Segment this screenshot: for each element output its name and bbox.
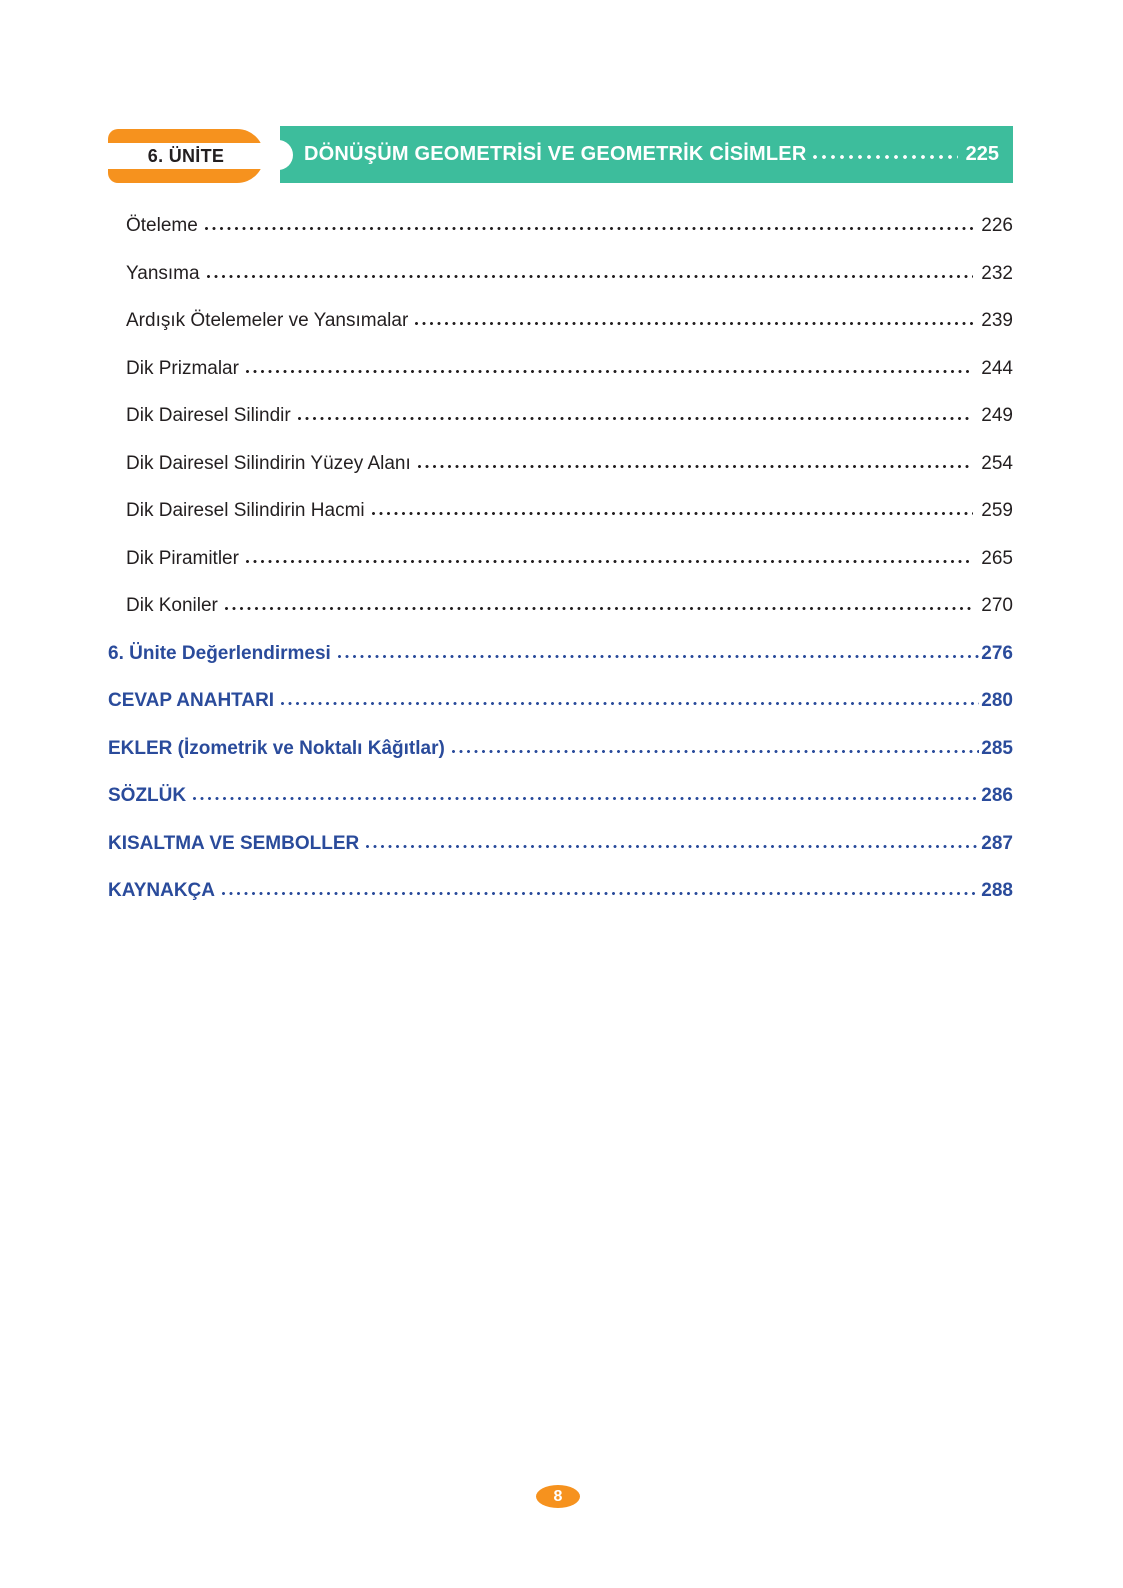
dotted-leader	[245, 559, 973, 564]
dotted-leader	[221, 891, 979, 896]
unit-badge	[108, 129, 264, 183]
toc-entry	[108, 582, 1013, 630]
toc-entry	[108, 250, 1013, 298]
toc-section-page: 285	[981, 737, 1013, 759]
toc-section-entry	[108, 677, 1013, 725]
toc-section-page: 288	[981, 880, 1013, 901]
toc-entry-page: 239	[981, 310, 1013, 331]
dotted-leader	[414, 321, 973, 326]
toc-entry-page: 259	[981, 500, 1013, 521]
toc-entry-label: Dik Prizmalar	[126, 357, 239, 379]
toc-entry-label: Dik Dairesel Silindirin Hacmi	[126, 500, 365, 521]
toc-section-entry	[108, 867, 1013, 915]
dotted-leader	[204, 226, 973, 231]
toc-entry-page: 244	[981, 357, 1013, 379]
dotted-leader	[224, 606, 973, 611]
unit-title: DÖNÜŞÜM GEOMETRİSİ VE GEOMETRİK CİSİMLER	[304, 143, 807, 165]
toc-entry	[108, 345, 1013, 393]
toc-section-label: EKLER (İzometrik ve Noktalı Kâğıtlar)	[108, 737, 445, 759]
toc-section-label: SÖZLÜK	[108, 785, 187, 806]
toc-entry-page: 249	[981, 405, 1013, 426]
toc-entry-label: Dik Piramitler	[126, 547, 239, 569]
toc-entry	[108, 487, 1013, 535]
toc-entry	[108, 297, 1013, 345]
table-of-contents	[108, 202, 1013, 915]
dotted-leader	[417, 464, 974, 469]
dotted-leader	[280, 701, 979, 706]
toc-entry-page: 265	[981, 547, 1013, 569]
page-number-badge	[536, 1485, 580, 1508]
toc-section-entry	[108, 772, 1013, 820]
unit-label-band	[108, 143, 276, 169]
unit-page-number: 225	[965, 143, 999, 165]
toc-entry-label: Dik Koniler	[126, 595, 218, 616]
dotted-leader	[371, 511, 974, 516]
dotted-leader	[206, 274, 974, 279]
toc-section-page: 287	[981, 832, 1013, 854]
page-number: 8	[553, 1488, 563, 1505]
toc-section-label: 6. Ünite Değerlendirmesi	[108, 642, 331, 664]
toc-entry-page: 270	[981, 595, 1013, 616]
toc-section-entry	[108, 820, 1013, 868]
toc-section-label: CEVAP ANAHTARI	[108, 690, 275, 711]
toc-section-page: 286	[981, 785, 1013, 806]
dotted-leader	[337, 654, 980, 659]
toc-entry-label: Öteleme	[126, 215, 198, 236]
toc-entry-page: 226	[981, 215, 1013, 236]
toc-section-entry	[108, 630, 1013, 678]
toc-entry	[108, 535, 1013, 583]
unit-label: 6. ÜNİTE	[147, 146, 225, 166]
toc-entry-page: 254	[981, 452, 1013, 474]
toc-entry-label: Dik Dairesel Silindirin Yüzey Alanı	[126, 452, 411, 474]
toc-section-page: 276	[981, 642, 1013, 664]
dotted-leader	[297, 416, 974, 421]
toc-entry	[108, 202, 1013, 250]
toc-entry-label: Dik Dairesel Silindir	[126, 405, 291, 426]
toc-section-entry	[108, 725, 1013, 773]
toc-entry-label: Yansıma	[126, 262, 200, 284]
toc-section-label: KAYNAKÇA	[108, 880, 215, 901]
toc-section-label: KISALTMA VE SEMBOLLER	[108, 832, 360, 854]
dotted-leader	[192, 796, 979, 801]
toc-entry	[108, 392, 1013, 440]
dotted-leader	[245, 369, 973, 374]
toc-entry-page: 232	[981, 262, 1013, 284]
toc-entry-label: Ardışık Ötelemeler ve Yansımalar	[126, 310, 409, 331]
dotted-leader	[812, 154, 957, 160]
toc-section-page: 280	[981, 690, 1013, 711]
unit-title-bar	[280, 126, 1013, 183]
dotted-leader	[365, 844, 979, 849]
toc-entry	[108, 440, 1013, 488]
dotted-leader	[451, 749, 980, 754]
